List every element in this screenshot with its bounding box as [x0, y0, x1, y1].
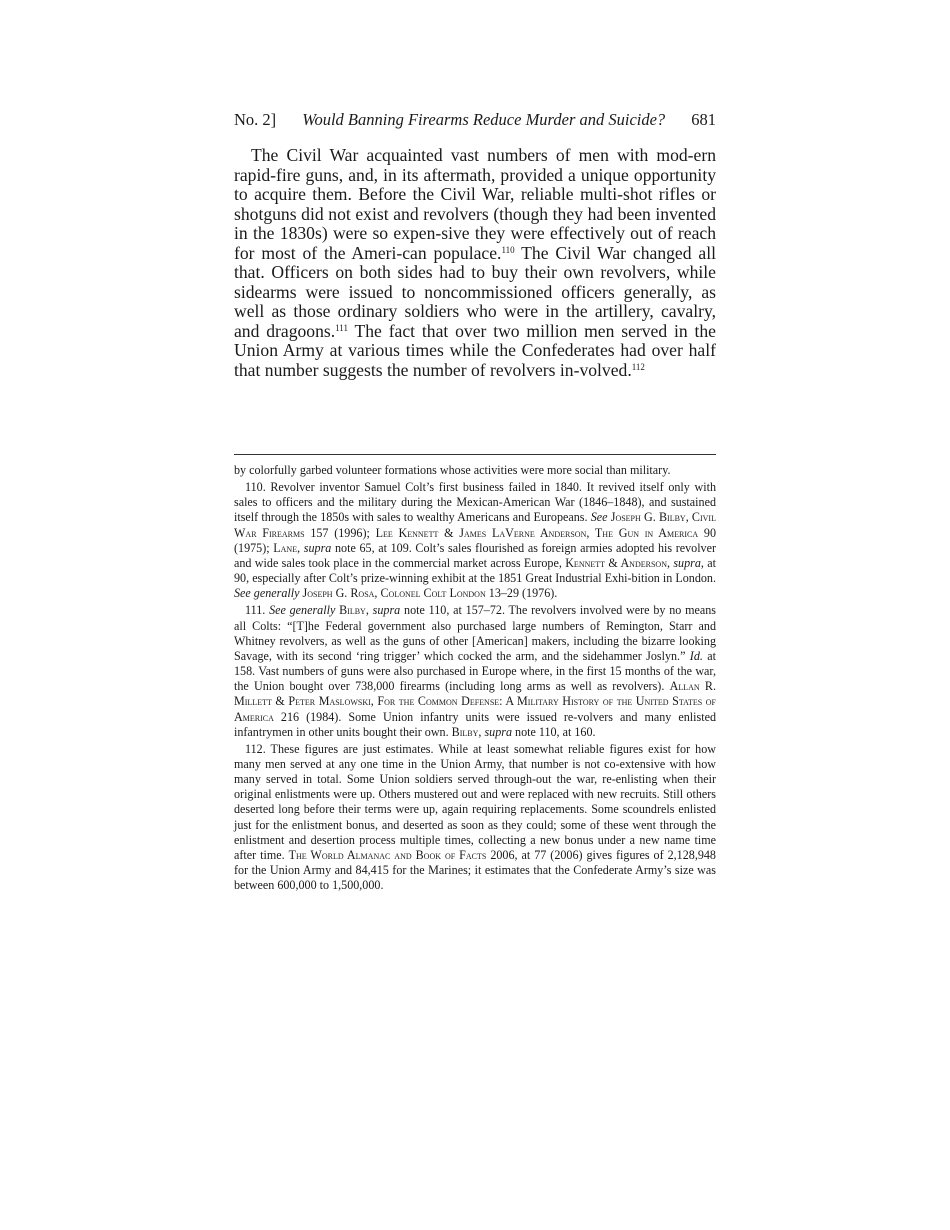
body-paragraph: [234, 146, 716, 380]
issue-number: No. 2]: [234, 110, 277, 129]
body-text-segment: The Civil War acquainted vast numbers of men with mod-ern rapid-fire guns, and, in its aftermath, provided a unique opportunity to acquire them. Before the Civil War, reliable multi-shot rifles or shotguns did not exist and revolvers (though they had been invented in the 1830s) were so expen-sive they were effectively out of reach for most of the Ameri-can populace.: [234, 145, 716, 263]
footnote-divider: [234, 454, 716, 455]
body-text-segment: The Civil War changed all that. Officers on both sides had to buy their own revolvers, while sidearms were issued to noncommissioned officers generally, as well as those ordinary soldiers who were in the artillery, cavalry, and dragoons.: [234, 242, 716, 341]
footnote-110: 110. Revolver inventor Samuel Colt’s first business failed in 1840. It revived itself only with sales to officers and the military during the Mexican-American War (1846–1848), and sustained itself through the 1850s with sales to wealthy Americans and Europeans. See Joseph G. Bilby, Civil War Firearms 157 (1996); Lee Kennett & James LaVerne Anderson, The Gun in America 90 (1975); Lane, supra note 65, at 109. Colt’s sales flourished as foreign armies adopted his revolver and wide sales took place in the commercial market across Europe, Kennett & Anderson, supra, at 90, especially after Colt’s prize-winning exhibit at the 1851 Great Industrial Exhi-bition in London. See generally Joseph G. Rosa, Colonel Colt London 13–29 (1976).: [234, 480, 716, 601]
running-header: [234, 109, 716, 131]
page-number: 681: [691, 110, 716, 129]
footnote-ref-111[interactable]: 111: [335, 322, 348, 333]
footnote-ref-112[interactable]: 112: [631, 361, 645, 372]
footnote-112: 112. These figures are just estimates. While at least somewhat reliable figures exist for how many men served at any one time in the Union Army, that number is not co-extensive with how many served in total. Some Union soldiers served through-out the war, re-enlisting when their original enlistments were up. Others mustered out and were replaced with new recruits. Still others deserted long before their terms were up, again requiring replacements. Some scoundrels enlisted just for the enlistment bonus, and deserted as soon as they could; some of these went through the enlistment and desertion process multiple times, collecting a new bonus under a new name time after time. The World Almanac and Book of Facts 2006, at 77 (2006) gives figures of 2,128,948 for the Union Army and 84,415 for the Marines; it estimates that the Confederate Army’s size was between 600,000 to 1,500,000.: [234, 741, 716, 893]
body-text-segment: The fact that over two million men served in the Union Army at various times while the Confederates had over half that number suggests the number of revolvers in-volved.: [234, 320, 716, 380]
running-title: Would Banning Firearms Reduce Murder and Suicide?: [302, 110, 666, 129]
footnote-continued: by colorfully garbed volunteer formations whose activities were more social than military.: [234, 463, 671, 477]
footnote-ref-110[interactable]: 110: [501, 244, 515, 255]
footnote-111: 111. See generally Bilby, supra note 110, at 157–72. The revolvers involved were by no means all Colts: “[T]he Federal government also purchased large numbers of Remington, Starr and Whitney revolvers, as well as the guns of other [American] makers, including the bizarre looking Savage, with its second ‘ring trigger’ which cocked the arm, and the sidehammer Joslyn.” Id. at 158. Vast numbers of guns were also purchased in Europe where, in the first 15 months of the war, the Union bought over 738,000 firearms (including long arms as well as revolvers). Allan R. Millett & Peter Maslowski, For the Common Defense: A Military History of the United States of America 216 (1984). Some Union infantry units were issued re-volvers and many enlisted infantrymen in other units bought their own. Bilby, supra note 110, at 160.: [234, 603, 717, 739]
footnotes: [234, 463, 716, 895]
